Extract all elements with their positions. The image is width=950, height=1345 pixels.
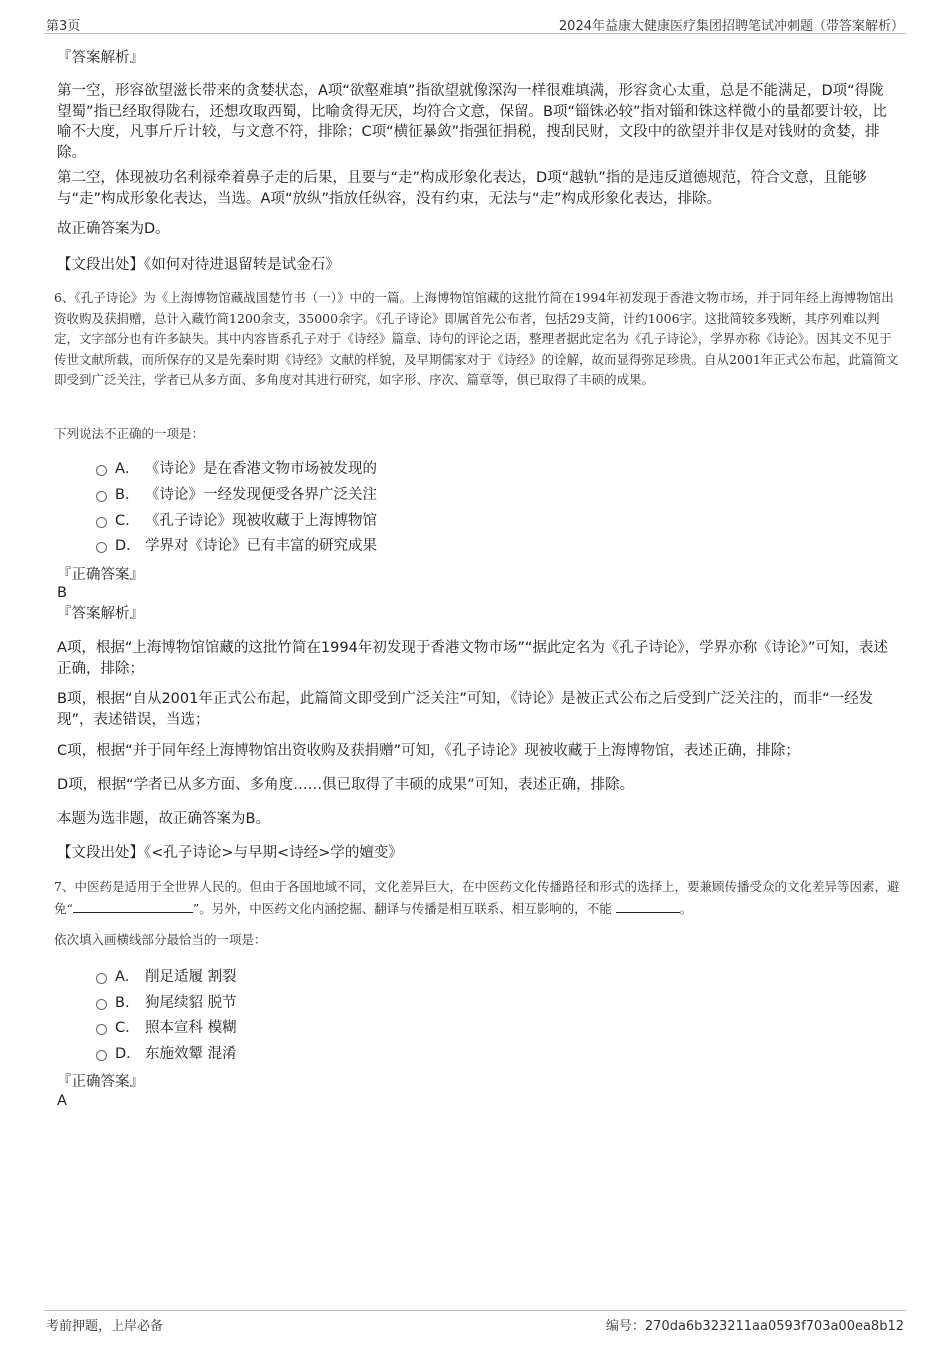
q5-analysis-p3: 故正确答案为D。	[57, 221, 170, 237]
document-title: 2024年益康大健康医疗集团招聘笔试冲刺题（带答案解析）	[558, 19, 904, 34]
radio-icon[interactable]	[96, 1024, 107, 1035]
page-footer	[44, 1310, 906, 1335]
q5-analysis-label: 『答案解析』	[57, 50, 144, 66]
radio-icon[interactable]	[96, 491, 107, 502]
q6-prompt: 下列说法不正确的一项是：	[54, 426, 205, 441]
footer-slogan: 考前押题，上岸必备	[46, 1319, 164, 1334]
q7-answer: A	[57, 1093, 67, 1109]
page-header	[44, 13, 906, 34]
q5-analysis-p2: 第二空，体现被功名利禄牵着鼻子走的后果，且要与“走”构成形象化表达，D项“越轨”指的是违反道德规范，符合文意，且能够与“走”构成形象化表达，当选。A项“放纵”指放任纵容，没有约束，无法与“走”构成形象化表达，排除。	[57, 170, 867, 207]
radio-icon[interactable]	[96, 465, 107, 476]
q6-answer-label: 『正确答案』	[57, 567, 144, 583]
q6-option-c[interactable]: C． 《孔子诗论》现被收藏于上海博物馆	[96, 511, 377, 531]
q7-prompt: 依次填入画横线部分最恰当的一项是：	[54, 932, 267, 947]
q6-analysis-c: C项，根据“并于同年经上海博物馆出资收购及获捐赠”可知，《孔子诗论》现被收藏于上海博物馆，表述正确，排除；	[57, 743, 800, 759]
q5-analysis-p1: 第一空，形容欲望滋长带来的贪婪状态，A项“欲壑难填”指欲望就像深沟一样很难填满，形容贪心太重，总是不能满足，D项“得陇望蜀”指已经取得陇右，还想攻取西蜀，比喻贪得无厌，均符合文意，保留。B项“锱铢必较”指对锱和铢这样微小的量都要计较，比喻不大度，凡事斤斤计较，与文意不符，排除；C项“横征暴敛”指强征捐税，搜刮民财，文段中的欲望并非仅是对钱财的贪婪，排除。	[57, 83, 887, 161]
q6-analysis-label: 『答案解析』	[57, 606, 144, 622]
q7-option-a[interactable]: A． 削足适履 割裂	[96, 967, 237, 987]
q7-stem: 7、中医药是适用于全世界人民的。但由于各国地域不同，文化差异巨大，在中医药文化传播路径和形式的选择上，要兼顾传播受众的文化差异等因素，避免“ ”。另外，中医药文化内涵挖掘、翻译与传播是相互联系、相互影响的，不能 。	[54, 879, 900, 916]
q6-analysis-conclusion: 本题为选非题，故正确答案为B。	[57, 811, 270, 827]
q6-analysis-b: B项，根据“自从2001年正式公布起，此篇简文即受到广泛关注”可知，《诗论》是被正式公布之后受到广泛关注的，而非“一经发现”，表述错误，当选；	[57, 691, 874, 728]
q6-stem: 6、《孔子诗论》为《上海博物馆藏战国楚竹书（一）》中的一篇。上海博物馆馆藏的这批竹简在1994年初发现于香港文物市场，并于同年经上海博物馆出资收购及获捐赠，总计入藏竹简1200余支，35000余字。《孔子诗论》即属首先公布者，包括29支简，计约1006字。这批简较多残断，其序列难以判定，文字部分也有许多缺失。其中内容皆系孔子对于《诗经》篇章、诗句的评论之语，整理者据此定名为《孔子诗论》，学界亦称《诗论》。因其文不见于传世文献所载，而所保存的又是先秦时期《诗经》文献的样貌，及早期儒家对于《诗经》的诠解，故而显得弥足珍贵。自从2001年正式公布起，此篇简文即受到广泛关注，学者已从多方面、多角度对其进行研究，如字形、序次、篇章等，俱已取得了丰硕的成果。	[54, 290, 899, 387]
radio-icon[interactable]	[96, 1050, 107, 1061]
q7-blank-1	[73, 898, 193, 913]
q6-analysis-a: A项，根据“上海博物馆馆藏的这批竹简在1994年初发现于香港文物市场”“据此定名为《孔子诗论》，学界亦称《诗论》”可知，表述正确，排除；	[57, 640, 888, 677]
q7-option-c[interactable]: C． 照本宣科 模糊	[96, 1018, 237, 1038]
q6-source: 【文段出处】《<孔子诗论>与早期<诗经>学的嬗变》	[57, 845, 403, 861]
radio-icon[interactable]	[96, 542, 107, 553]
radio-icon[interactable]	[96, 999, 107, 1010]
q7-option-b[interactable]: B． 狗尾续貂 脱节	[96, 993, 237, 1013]
radio-icon[interactable]	[96, 517, 107, 528]
q7-option-d[interactable]: D． 东施效颦 混淆	[96, 1044, 237, 1064]
q7-answer-label: 『正确答案』	[57, 1074, 144, 1090]
q6-option-a[interactable]: A． 《诗论》是在香港文物市场被发现的	[96, 459, 377, 479]
q6-analysis-d: D项，根据“学者已从多方面、多角度……俱已取得了丰硕的成果”可知，表述正确，排除。	[57, 777, 635, 793]
q7-blank-2	[616, 898, 680, 913]
document-code: 编号：270da6b323211aa0593f703a00ea8b12	[605, 1319, 904, 1334]
page-number: 第3页	[46, 19, 81, 34]
q6-option-d[interactable]: D． 学界对《诗论》已有丰富的研究成果	[96, 536, 377, 556]
radio-icon[interactable]	[96, 973, 107, 984]
q5-source: 【文段出处】《如何对待进退留转是试金石》	[57, 257, 340, 273]
q6-answer: B	[57, 585, 67, 601]
q6-option-b[interactable]: B． 《诗论》一经发现便受各界广泛关注	[96, 485, 377, 505]
